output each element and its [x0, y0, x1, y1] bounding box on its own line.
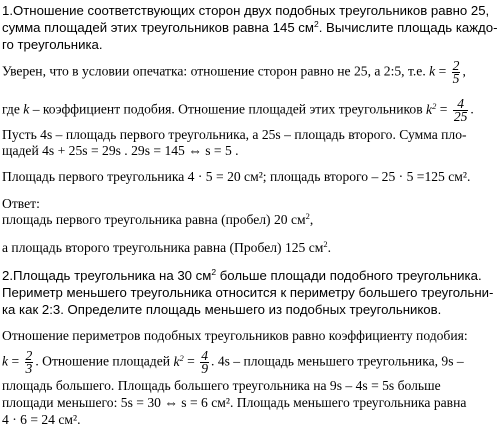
solution2-line1: Отношение периметров подобных треугольников равно коэффициенту подобия: [2, 328, 468, 343]
equals: = [11, 353, 20, 369]
text: . 4s – площадь меньшего треугольника, 9s – [211, 353, 464, 369]
text: площадь первого треугольника равна (пробел) 20 см [2, 212, 306, 227]
denominator: 3 [25, 361, 33, 376]
numerator: 2 [25, 348, 33, 363]
text: а площадь второго треугольника равна (Пробел) 125 см [2, 240, 324, 255]
problem2-line1: 2.Площадь треугольника на 30 $см^2$ больше площади подобного треугольника. [2, 267, 482, 283]
solution2-line2 [2, 350, 464, 375]
problem2-line2: Периметр меньшего треугольника относится к периметру большего треугольни- [2, 285, 494, 300]
fraction-2-3 [25, 350, 34, 375]
answer-line1: площадь первого треугольника равна (пробел) 20 $см^2$, [2, 211, 314, 227]
text: . Отношение площадей [35, 353, 171, 369]
fraction-2-5 [452, 60, 461, 85]
text: Уверен, что в условии опечатка: отношение сторон равно не 25, а 2:5, т.е. [2, 63, 426, 79]
text: , [309, 212, 314, 227]
equals: = [439, 101, 448, 117]
problem1-line2: сумма площадей этих треугольников равна 145 $см^2$. Вычислите площадь каждо- [2, 19, 498, 35]
answer-heading: Ответ: [2, 196, 40, 211]
text: – коэффициент подобия. Отношение площадей этих треугольников [29, 101, 423, 117]
denominator: 25 [453, 109, 468, 124]
k-symbol: k [23, 101, 30, 117]
text: 2.Площадь треугольника на 30 см [2, 268, 212, 283]
denominator: 9 [201, 361, 209, 376]
solution2-line5: 4 · 6 = 24 см². [2, 412, 81, 427]
k-squared [173, 354, 183, 369]
problem2-line3: ка как 2:3. Определите площадь меньшего из подобных треугольников. [2, 302, 442, 317]
solution1-line1 [2, 60, 466, 85]
solution1-line2 [2, 98, 474, 123]
k-symbol: k [2, 353, 9, 369]
numerator: 4 [201, 348, 209, 363]
text: , [462, 63, 466, 79]
equals: = [438, 63, 447, 79]
problem1-line1: 1.Отношение соответствующих сторон двух подобных треугольников равно 25, [2, 3, 490, 18]
text: больше площади подобного треугольника. [216, 268, 482, 283]
solution2-line4: площади меньшего: 5s = 30 ⇔ s = 6 см². Площадь меньшего треугольника равна [2, 395, 467, 410]
exponent: 2 [179, 352, 184, 363]
text: сумма площадей этих треугольников равна 145 см [2, 20, 314, 35]
numerator: 4 [453, 98, 469, 111]
text: где [2, 101, 24, 117]
solution1-line4: щадей 4s + 25s = 29s . 29s = 145 ⇔ s = 5 . [2, 143, 239, 158]
k: k [173, 353, 180, 369]
problem1-line3: го треугольника. [2, 37, 103, 52]
numerator: 2 [452, 58, 460, 73]
denominator: 5 [452, 71, 460, 86]
exponent: 2 [432, 100, 437, 111]
fraction-4-25 [453, 98, 469, 123]
fraction-4-9 [200, 350, 209, 375]
solution1-line5: Площадь первого треугольника 4 · 5 = 20 см²; площадь второго – 25 · 5 =125 см². [2, 169, 471, 184]
solution1-line3: Пусть 4s – площадь первого треугольника, а 25s – площадь второго. Сумма пло- [2, 127, 467, 142]
k-symbol: k [429, 63, 436, 79]
equals: = [187, 353, 195, 369]
text: . [327, 240, 332, 255]
solution2-line3: площадь большего. Площадь большего треугольника на 9s – 4s = 5s больше [2, 378, 441, 393]
answer-line2: а площадь второго треугольника равна (Пробел) 125 $см^2$. [2, 239, 332, 255]
text: . [470, 101, 474, 117]
k: k [426, 101, 433, 117]
k-squared [426, 102, 436, 117]
text: . Вычислите площадь каждо- [318, 20, 498, 35]
